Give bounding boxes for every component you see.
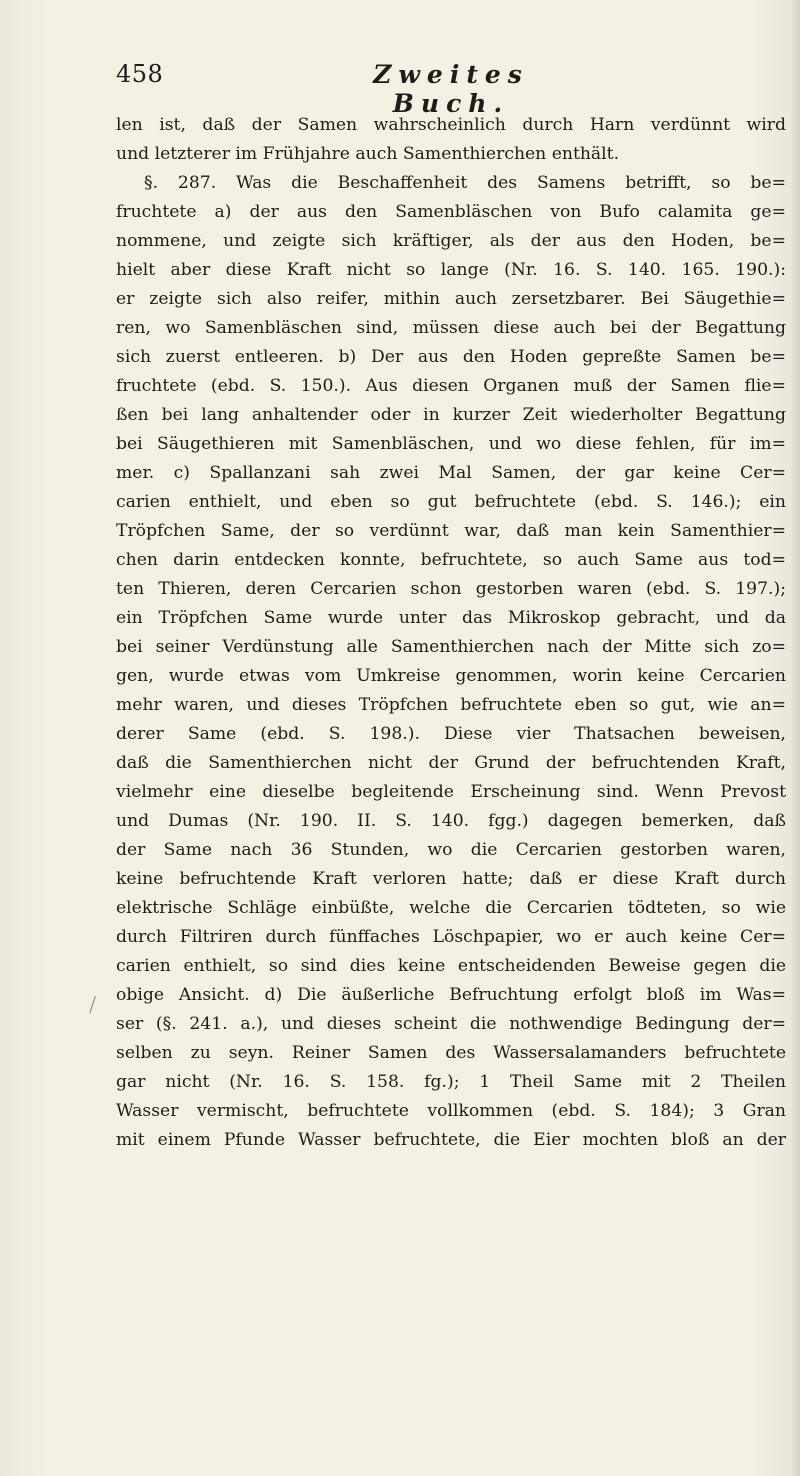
margin-pencil-mark [89,996,97,1014]
text-line: Tröpfchen Same, der so verdünnt war, daß man kein Samenthier= [116,521,786,541]
text-line: daß die Samenthierchen nicht der Grund der befruchtenden Kraft, [116,753,786,773]
body-text [116,111,786,1155]
page-header [116,60,786,118]
text-line: chen darin entdecken konnte, befruchtete, so auch Same aus tod= [116,550,786,570]
text-line: ser (§. 241. a.), und dieses scheint die nothwendige Bedingung der= [116,1014,786,1034]
text-line: mehr waren, und dieses Tröpfchen befruchtete eben so gut, wie an= [116,695,786,715]
text-line: len ist, daß der Samen wahrscheinlich durch Harn verdünnt wird [116,115,786,135]
text-line: nommene, und zeigte sich kräftiger, als der aus den Hoden, be= [116,231,786,251]
text-line: fruchtete a) der aus den Samenbläschen von Bufo calamita ge= [116,202,786,222]
text-line: selben zu seyn. Reiner Samen des Wassersalamanders befruchtete [116,1043,786,1063]
text-line: fruchtete (ebd. S. 150.). Aus diesen Organen muß der Samen flie= [116,376,786,396]
text-line: elektrische Schläge einbüßte, welche die Cercarien tödteten, so wie [116,898,786,918]
text-line: obige Ansicht. d) Die äußerliche Befruchtung erfolgt bloß im Was= [116,985,786,1005]
text-line: gar nicht (Nr. 16. S. 158. fg.); 1 Theil Same mit 2 Theilen [116,1072,786,1092]
page-number: 458 [116,60,164,88]
text-line: mer. c) Spallanzani sah zwei Mal Samen, der gar keine Cer= [116,463,786,483]
text-line: keine befruchtende Kraft verloren hatte; daß er diese Kraft durch [116,869,786,889]
text-line: carien enthielt, so sind dies keine entscheidenden Beweise gegen die [116,956,786,976]
text-line: ren, wo Samenbläschen sind, müssen diese auch bei der Begattung [116,318,786,338]
text-line: carien enthielt, und eben so gut befruchtete (ebd. S. 146.); ein [116,492,786,512]
text-line: vielmehr eine dieselbe begleitende Erscheinung sind. Wenn Prevost [116,782,786,802]
text-line: ßen bei lang anhaltender oder in kurzer Zeit wiederholter Begattung [116,405,786,425]
text-line: und Dumas (Nr. 190. II. S. 140. fgg.) dagegen bemerken, daß [116,811,786,831]
text-line: sich zuerst entleeren. b) Der aus den Hoden gepreßte Samen be= [116,347,786,367]
text-line: bei seiner Verdünstung alle Samenthierchen nach der Mitte sich zo= [116,637,786,657]
text-line: derer Same (ebd. S. 198.). Diese vier Thatsachen beweisen, [116,724,786,744]
text-line: gen, wurde etwas vom Umkreise genommen, worin keine Cercarien [116,666,786,686]
text-line: bei Säugethieren mit Samenbläschen, und wo diese fehlen, für im= [116,434,786,454]
page-edge-shadow [790,0,800,1476]
text-line: durch Filtriren durch fünffaches Löschpapier, wo er auch keine Cer= [116,927,786,947]
text-line: und letzterer im Frühjahre auch Samenthierchen enthält. [116,144,620,164]
text-line: ein Tröpfchen Same wurde unter das Mikroskop gebracht, und da [116,608,786,628]
text-line: hielt aber diese Kraft nicht so lange (Nr. 16. S. 140. 165. 190.): [116,260,786,280]
text-line: mit einem Pfunde Wasser befruchtete, die Eier mochten bloß an der [116,1130,786,1150]
running-title: Zweites Buch. [373,60,529,118]
text-line: §. 287. Was die Beschaffenheit des Samens betrifft, so be= [144,173,786,193]
text-line: der Same nach 36 Stunden, wo die Cercarien gestorben waren, [116,840,786,860]
text-line: er zeigte sich also reifer, mithin auch zersetzbarer. Bei Säugethie= [116,289,786,309]
text-line: Wasser vermischt, befruchtete vollkommen (ebd. S. 184); 3 Gran [116,1101,786,1121]
text-line: ten Thieren, deren Cercarien schon gestorben waren (ebd. S. 197.); [116,579,786,599]
